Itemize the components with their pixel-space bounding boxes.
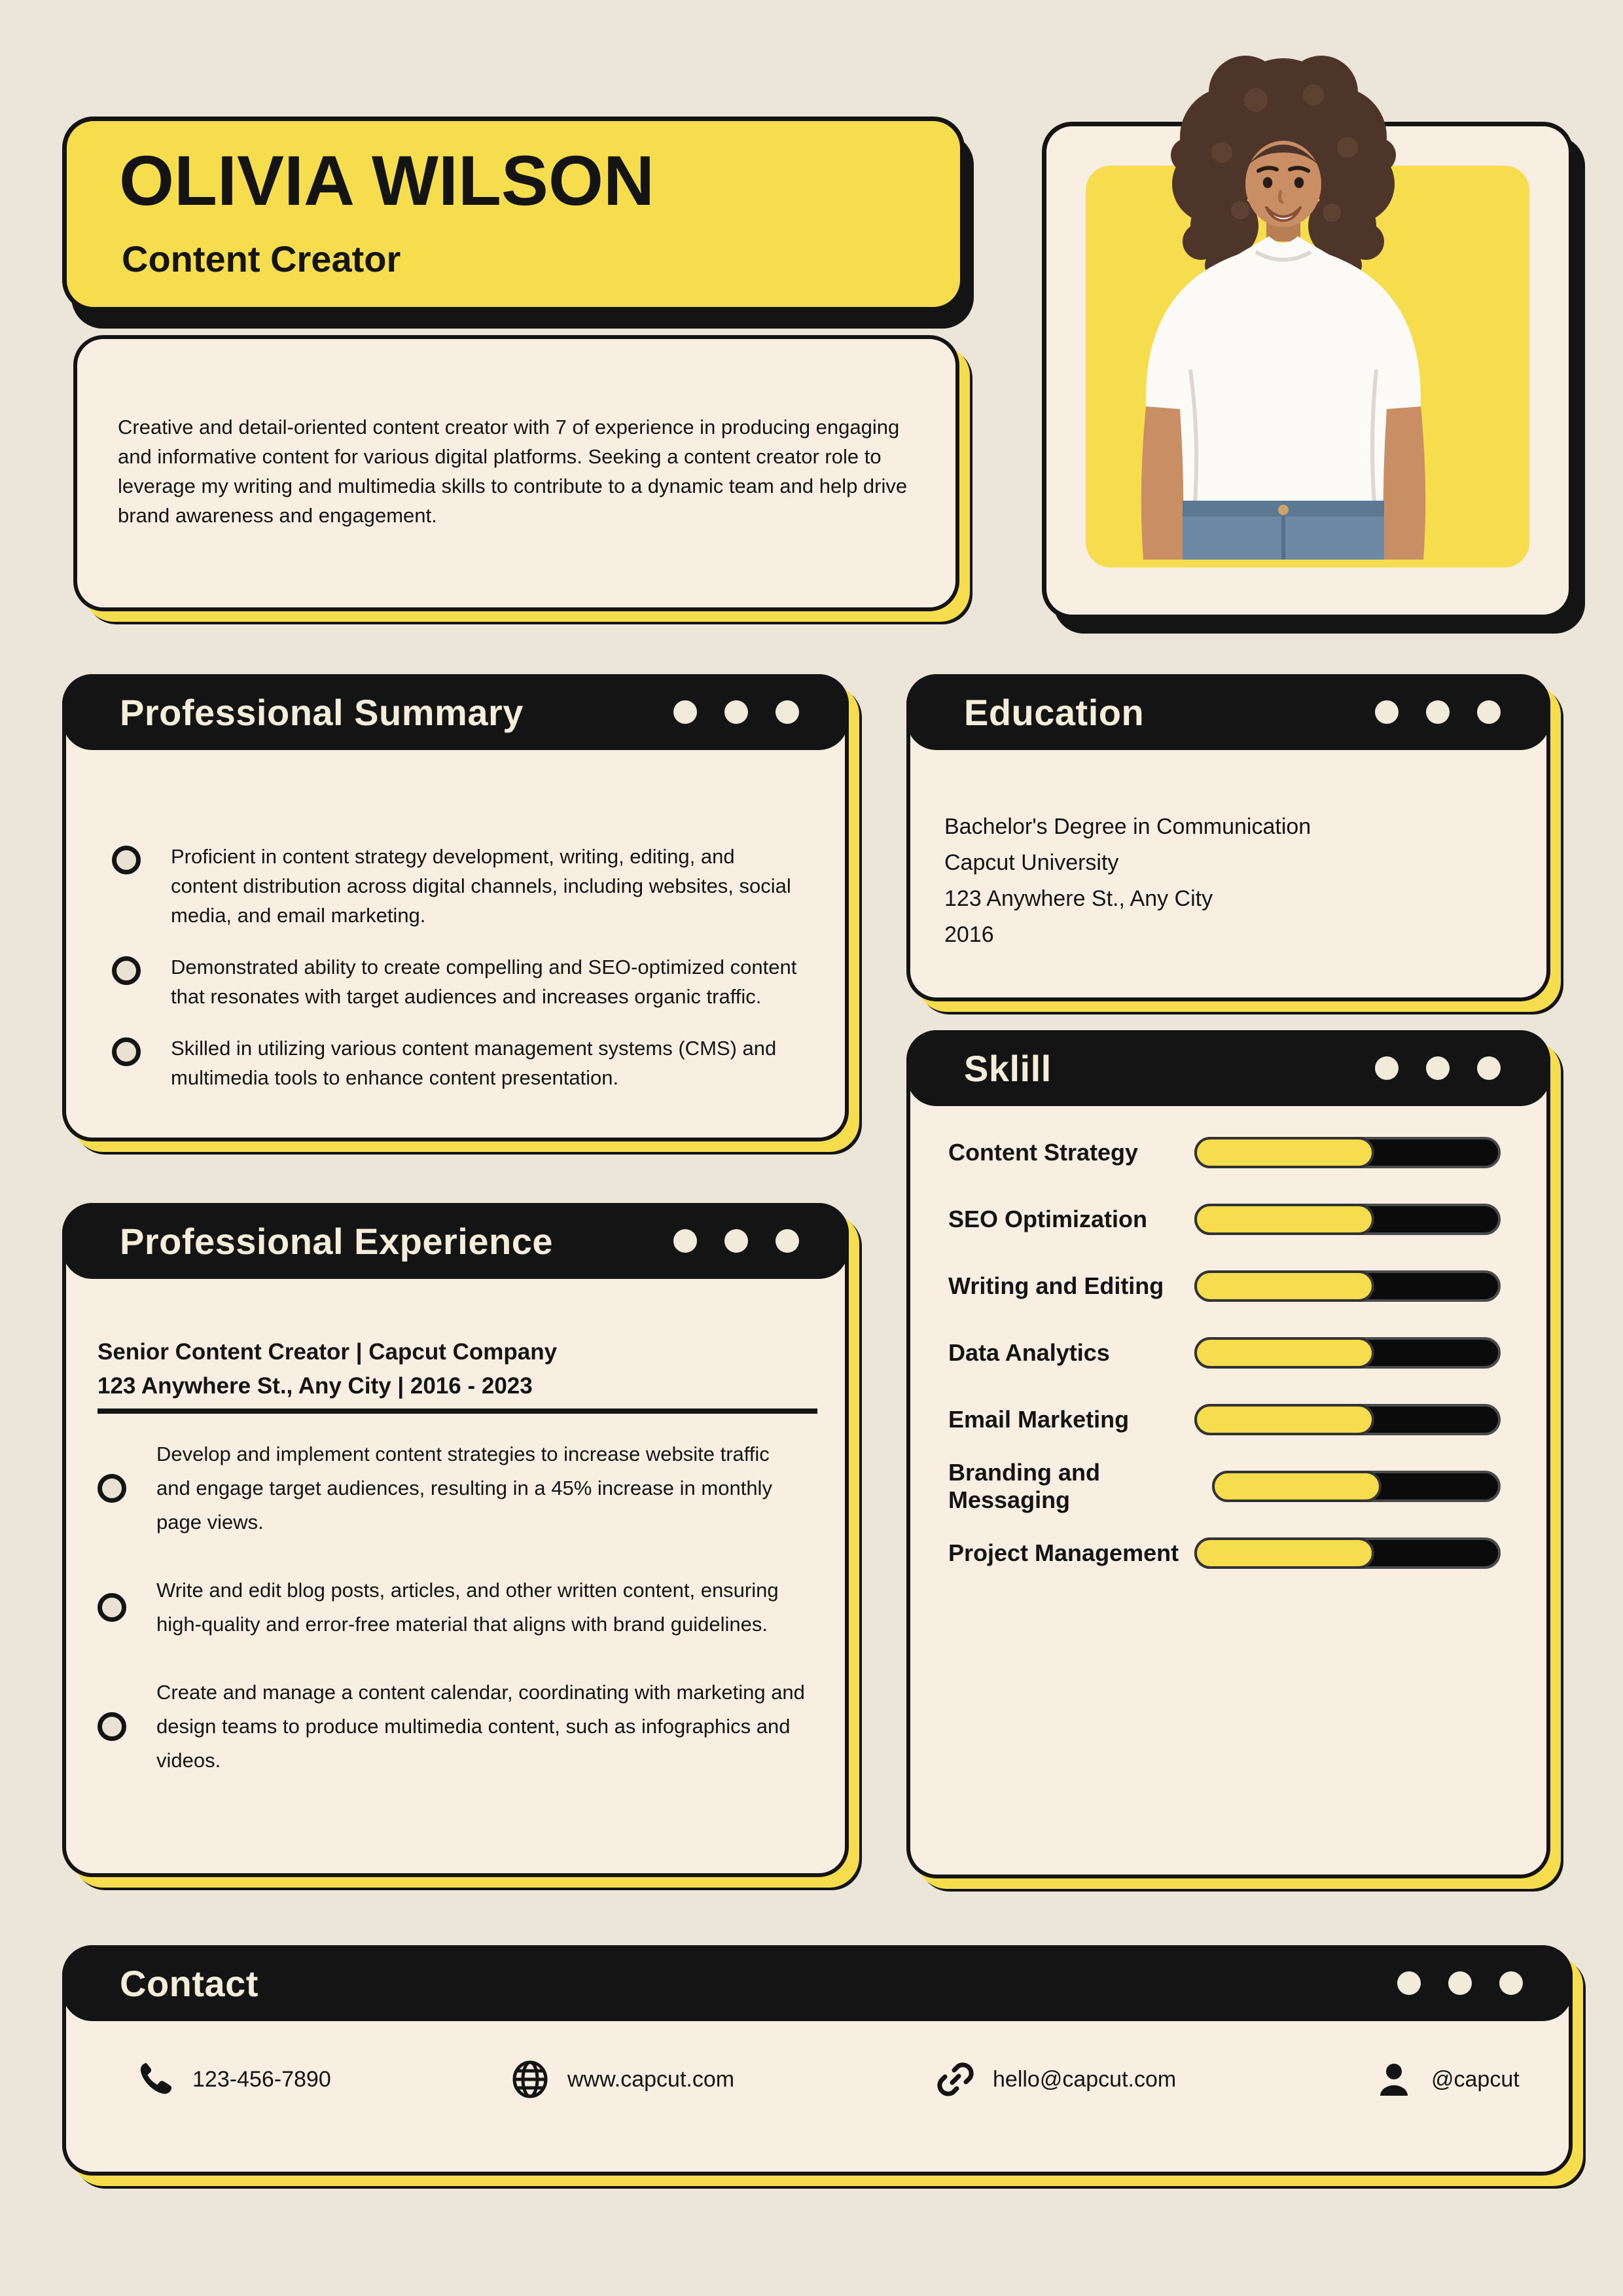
skill-label: Project Management (948, 1539, 1179, 1566)
education-header (906, 674, 1550, 750)
window-dot-icon (1426, 1056, 1450, 1080)
contact-value: 123-456-7890 (192, 2066, 331, 2092)
bullet-text: Write and edit blog posts, articles, and other written content, ensuring high-quality and error-free material that aligns with brand guidelines. (156, 1579, 779, 1636)
window-dots (673, 1229, 799, 1253)
bullet-text: Skilled in utilizing various content management systems (CMS) and multimedia tools to enhance content presentation. (171, 1037, 777, 1089)
contact-social (1374, 2059, 1520, 2100)
skill-bar (1194, 1404, 1501, 1435)
skill-row (948, 1269, 1501, 1303)
skill-bar-fill (1194, 1137, 1374, 1168)
contact-value: @capcut (1431, 2066, 1520, 2092)
professional-summary-header (62, 674, 849, 750)
bullet-text: Develop and implement content strategies to increase website traffic and engage target audiences, resulting in a 45% increase in monthly page views. (156, 1443, 772, 1534)
about-card (73, 335, 959, 611)
window-dot-icon (1397, 1971, 1421, 1995)
education-details (944, 809, 1311, 953)
contact-card (62, 1945, 1573, 2176)
section-title: Education (964, 691, 1145, 733)
section-title: Professional Summary (120, 691, 524, 733)
skill-bar-fill (1194, 1537, 1374, 1569)
section-title: Professional Experience (120, 1220, 554, 1262)
about-text: Creative and detail-oriented content creator with 7 of experience in producing engaging and informative content for various digital platforms. Seeking a content creator role to leverage my writing and multimedia skills to contribute to a dynamic team and help drive brand awareness and engagement. (118, 416, 908, 527)
bullet-circle-icon (112, 956, 141, 985)
window-dot-icon (1448, 1971, 1472, 1995)
skill-bar-fill (1194, 1270, 1374, 1302)
bullet-circle-icon (112, 846, 141, 874)
education-degree: Bachelor's Degree in Communication (944, 814, 1311, 839)
window-dot-icon (1477, 1056, 1501, 1080)
window-dots (673, 700, 799, 724)
skill-bar (1194, 1204, 1501, 1235)
skill-label: Writing and Editing (948, 1272, 1164, 1299)
contact-website (510, 2059, 734, 2100)
experience-card (62, 1203, 849, 1877)
name-banner (62, 117, 965, 312)
experience-header (62, 1203, 849, 1279)
link-icon (935, 2059, 976, 2100)
skill-row (948, 1403, 1501, 1437)
skill-row (948, 1336, 1501, 1370)
list-item (98, 1676, 808, 1778)
contact-email (935, 2059, 1176, 2100)
window-dot-icon (1375, 700, 1399, 724)
education-school: Capcut University (944, 850, 1119, 875)
list-item (98, 1437, 808, 1539)
list-item (98, 1573, 808, 1641)
skill-bar (1194, 1337, 1501, 1369)
experience-role-block (98, 1335, 557, 1403)
skill-row (948, 1459, 1501, 1513)
globe-icon (510, 2059, 550, 2100)
skill-bar (1212, 1471, 1501, 1502)
skill-row (948, 1136, 1501, 1170)
person-icon (1374, 2059, 1414, 2100)
face (1245, 141, 1321, 227)
professional-summary-card (62, 674, 849, 1141)
skill-bar-fill (1194, 1404, 1374, 1435)
experience-role: Senior Content Creator | Capcut Company (98, 1339, 558, 1365)
skill-bar-fill (1194, 1204, 1374, 1235)
skill-label: SEO Optimization (948, 1206, 1148, 1232)
contact-value: hello@capcut.com (993, 2066, 1177, 2092)
skill-bar (1194, 1137, 1501, 1168)
portrait-photo (1099, 56, 1518, 560)
window-dot-icon (1426, 700, 1450, 724)
job-title: Content Creator (122, 238, 401, 279)
bullet-text: Create and manage a content calendar, coordinating with marketing and design teams to produce multimedia content, such as infographics and videos. (156, 1681, 805, 1772)
window-dot-icon (776, 700, 799, 724)
skill-bar (1194, 1270, 1501, 1302)
window-dot-icon (724, 700, 748, 724)
skill-label: Email Marketing (948, 1406, 1130, 1433)
photo-card (1042, 122, 1573, 619)
skills-header (906, 1030, 1550, 1106)
skill-label: Branding and Messaging (948, 1459, 1100, 1513)
section-title: Contact (120, 1962, 259, 2004)
education-year: 2016 (944, 922, 994, 947)
window-dot-icon (1477, 700, 1501, 724)
contact-header (62, 1945, 1573, 2021)
bullet-circle-icon (98, 1593, 126, 1622)
education-address: 123 Anywhere St., Any City (944, 886, 1213, 911)
left-arm (1141, 406, 1184, 560)
contact-value: www.capcut.com (567, 2066, 735, 2092)
list-item (112, 1033, 804, 1092)
window-dot-icon (673, 700, 697, 724)
list-item (112, 952, 804, 1011)
experience-bullet-list (98, 1437, 808, 1812)
window-dot-icon (724, 1229, 748, 1253)
skill-row (948, 1536, 1501, 1570)
window-dot-icon (673, 1229, 697, 1253)
summary-bullet-list (112, 842, 804, 1115)
bullet-text: Demonstrated ability to create compelling and SEO-optimized content that resonates with target audiences and increases organic traffic. (171, 956, 797, 1008)
page-title: OLIVIA WILSON (119, 141, 654, 220)
contact-items (66, 2059, 1569, 2105)
window-dots (1375, 700, 1501, 724)
right-arm (1383, 406, 1426, 560)
contact-phone (135, 2059, 331, 2100)
jeans-button (1278, 505, 1289, 515)
window-dots (1397, 1971, 1523, 1995)
bullet-circle-icon (98, 1474, 126, 1503)
skill-bar-fill (1194, 1337, 1374, 1369)
window-dot-icon (776, 1229, 799, 1253)
skill-bar (1194, 1537, 1501, 1569)
section-title: Sklill (964, 1047, 1052, 1089)
phone-icon (135, 2059, 175, 2100)
skill-bar-fill (1212, 1471, 1382, 1502)
bullet-text: Proficient in content strategy development, writing, editing, and content distribution across digital channels, including websites, social media, and email marketing. (171, 845, 791, 927)
bullet-circle-icon (112, 1037, 141, 1066)
skill-label: Content Strategy (948, 1139, 1139, 1166)
window-dots (1375, 1056, 1501, 1080)
skill-label: Data Analytics (948, 1339, 1110, 1366)
skill-row (948, 1202, 1501, 1236)
list-item (112, 842, 804, 930)
skills-card (906, 1030, 1550, 1878)
experience-meta: 123 Anywhere St., Any City | 2016 - 2023 (98, 1373, 533, 1399)
window-dot-icon (1499, 1971, 1523, 1995)
divider (98, 1408, 817, 1414)
bullet-circle-icon (98, 1712, 126, 1741)
education-card (906, 674, 1550, 1001)
window-dot-icon (1375, 1056, 1399, 1080)
